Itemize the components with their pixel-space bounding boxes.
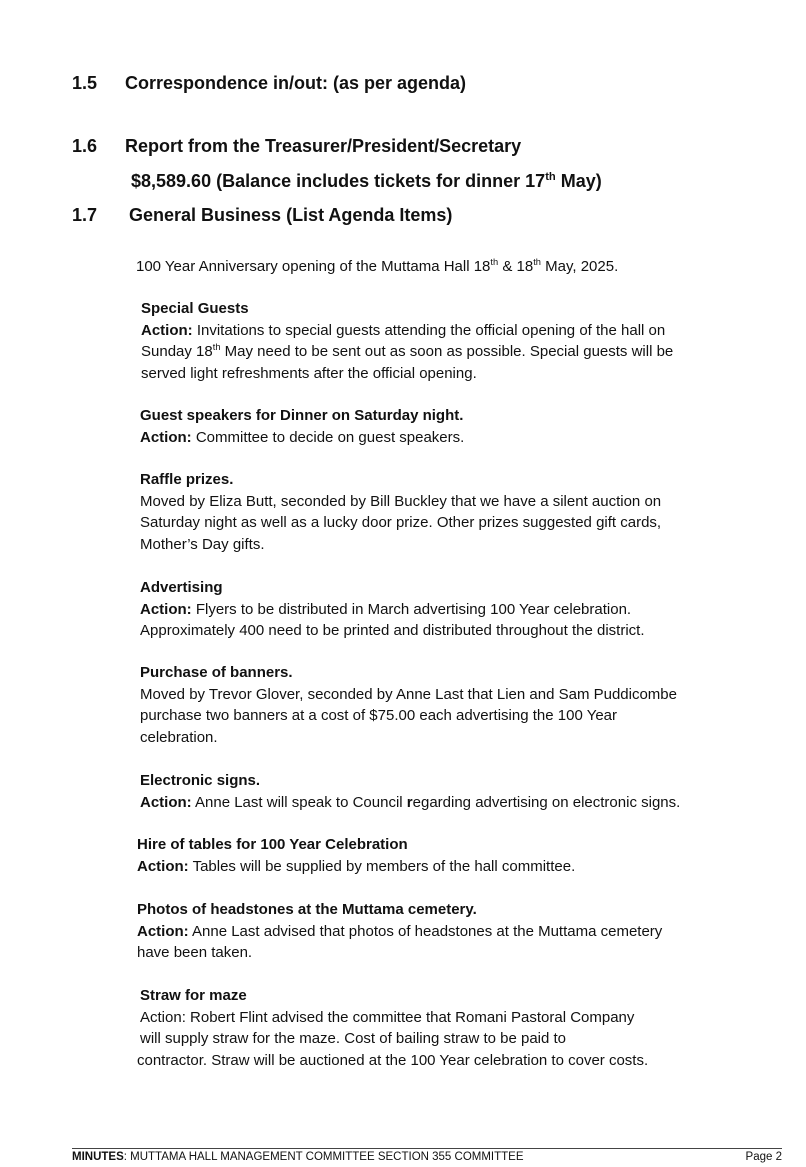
item-heading: Special Guests — [141, 300, 249, 317]
action-label: Action: — [140, 793, 192, 811]
action-label: Action: — [140, 428, 192, 446]
section-title: Report from the Treasurer/President/Secretary — [125, 136, 522, 156]
section-1-7 — [72, 205, 453, 226]
section-1-6 — [72, 136, 522, 157]
treasurer-balance: $8,589.60 (Balance includes tickets for dinner 17th May) — [131, 171, 602, 191]
item-heading: Advertising — [140, 579, 223, 596]
page-footer — [72, 1148, 782, 1163]
section-title: Correspondence in/out: (as per agenda) — [125, 73, 467, 93]
footer-text: : MUTTAMA HALL MANAGEMENT COMMITTEE SECTION 355 COMMITTEE — [123, 1151, 524, 1163]
action-label: Action: — [141, 321, 193, 339]
item-heading: Raffle prizes. — [140, 471, 234, 488]
page-number: Page 2 — [745, 1151, 782, 1163]
item-heading: Hire of tables for 100 Year Celebration — [137, 836, 408, 853]
item-special-guests: Special Guests Action: Invitations to special guests attending the official opening of the hall on Sunday 18th May need to be sent out as soon as possible. Special guests will be served light refreshments after the official opening. — [141, 300, 674, 382]
anniversary-line: 100 Year Anniversary opening of the Muttama Hall 18th & 18th May, 2025. — [136, 257, 619, 275]
item-heading: Electronic signs. — [140, 772, 261, 789]
item-raffle-prizes: Raffle prizes. Moved by Eliza Butt, seconded by Bill Buckley that we have a silent auction on Saturday night as well as a lucky door prize. Other prizes suggested gift cards, Mother’s Day gifts. — [140, 471, 662, 553]
action-label: Action: — [137, 922, 189, 940]
section-number: 1.5 — [72, 73, 98, 93]
item-electronic-signs: Electronic signs. Action: Anne Last will speak to Council regarding advertising on electronic signs. — [140, 772, 681, 811]
section-1-5 — [72, 73, 467, 94]
item-advertising: Advertising Action: Flyers to be distributed in March advertising 100 Year celebration. Approximately 400 need to be printed and distributed throughout the district. — [140, 579, 645, 639]
item-straw-for-maze: Straw for maze Action: Robert Flint advised the committee that Romani Pastoral Company will supply straw for the maze. Cost of bailing straw to be paid to contractor. Straw will be auctioned at the 100 Year celebration to cover costs. — [137, 987, 649, 1069]
item-guest-speakers: Guest speakers for Dinner on Saturday night. Action: Committee to decide on guest speakers. — [140, 407, 465, 446]
item-headstone-photos: Photos of headstones at the Muttama cemetery. Action: Anne Last advised that photos of headstones at the Muttama cemetery have been taken. — [137, 901, 663, 961]
item-banners: Purchase of banners. Moved by Trevor Glover, seconded by Anne Last that Lien and Sam Puddicombe purchase two banners at a cost of $75.00 each advertising the 100 Year celebration. — [140, 664, 677, 746]
footer-label: MINUTES — [72, 1151, 124, 1163]
action-label: Action: — [137, 857, 189, 875]
item-hire-of-tables: Hire of tables for 100 Year Celebration Action: Tables will be supplied by members of the hall committee. — [137, 836, 576, 875]
action-label: Action: — [140, 600, 192, 618]
section-number: 1.6 — [72, 136, 98, 156]
section-title: General Business (List Agenda Items) — [129, 205, 453, 225]
section-number: 1.7 — [72, 205, 98, 225]
item-heading: Photos of headstones at the Muttama cemetery. — [137, 901, 477, 918]
item-heading: Straw for maze — [140, 987, 247, 1004]
item-heading: Purchase of banners. — [140, 664, 293, 681]
item-heading: Guest speakers for Dinner on Saturday night. — [140, 407, 464, 424]
